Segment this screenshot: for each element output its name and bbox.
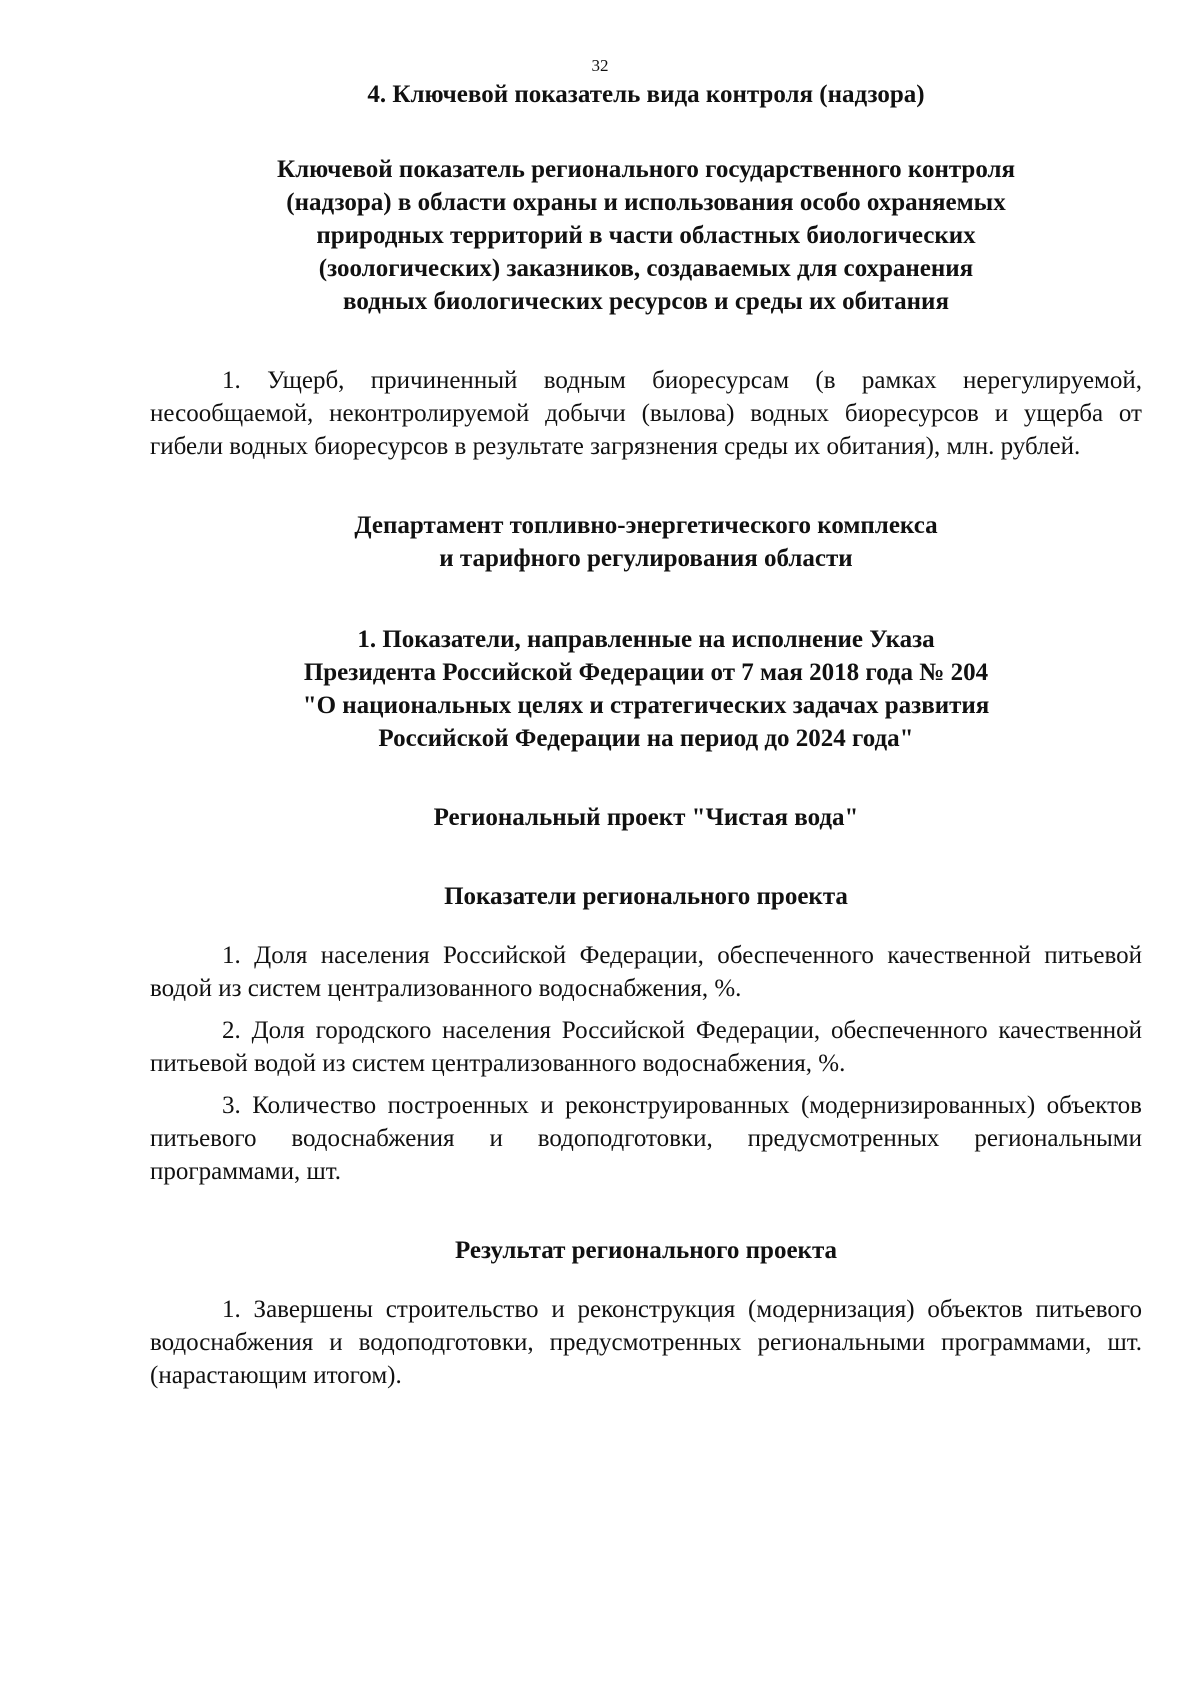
key-indicator-title-line: природных территорий в части областных биологических (316, 222, 976, 249)
result-title: Результат регионального проекта (454, 1237, 838, 1264)
page-number: 32 (591, 56, 609, 75)
section-4-title: 4. Ключевой показатель вида контроля (надзора) (367, 81, 925, 108)
key-indicator-title-line: водных биологических ресурсов и среды их обитания (343, 288, 949, 315)
decree-title-line: "О национальных целях и стратегических задачах развития (302, 692, 990, 719)
project-title: Региональный проект "Чистая вода" (433, 804, 859, 831)
indicators-list (150, 939, 1142, 1188)
key-indicator-title-line: (надзора) в области охраны и использования особо охраняемых (286, 189, 1006, 216)
decree-title-line: 1. Показатели, направленные на исполнение Указа (357, 626, 935, 653)
key-indicator-title-line: Ключевой показатель регионального государственного контроля (276, 156, 1016, 183)
key-indicator-item: 1. Ущерб, причиненный водным биоресурсам (в рамках нерегулируемой, несообщаемой, неконтролируемой добычи (вылова) водных биоресурсов и ущерба от гибели водных биоресурсов в результате загрязнения среды их обитания), млн. рублей. (150, 367, 1142, 460)
decree-title-line: Президента Российской Федерации от 7 мая 2018 года № 204 (303, 659, 989, 686)
key-indicator-title (150, 153, 1142, 318)
indicators-title: Показатели регионального проекта (444, 883, 848, 910)
page-content (150, 78, 1142, 1392)
indicator-item: 2. Доля городского населения Российской Федерации, обеспеченного качественной питьевой водой из систем централизованного водоснабжения, %. (150, 1017, 1142, 1077)
indicator-item: 3. Количество построенных и реконструированных (модернизированных) объектов питьевого водоснабжения и водоподготовки, предусмотренных региональными программами, шт. (150, 1092, 1142, 1185)
key-indicator-title-line: (зоологических) заказников, создаваемых для сохранения (318, 255, 974, 282)
result-item: 1. Завершены строительство и реконструкция (модернизация) объектов питьевого водоснабжения и водоподготовки, предусмотренных региональными программами, шт. (нарастающим итогом). (150, 1296, 1142, 1389)
decree-title-line: Российской Федерации на период до 2024 года" (378, 725, 914, 752)
decree-title (150, 623, 1142, 755)
indicator-item: 1. Доля населения Российской Федерации, обеспеченного качественной питьевой водой из систем централизованного водоснабжения, %. (150, 942, 1142, 1002)
department-title-line: Департамент топливно-энергетического комплекса (354, 512, 938, 539)
department-title (150, 509, 1142, 575)
results-list (150, 1293, 1142, 1392)
department-title-line: и тарифного регулирования области (439, 545, 853, 572)
